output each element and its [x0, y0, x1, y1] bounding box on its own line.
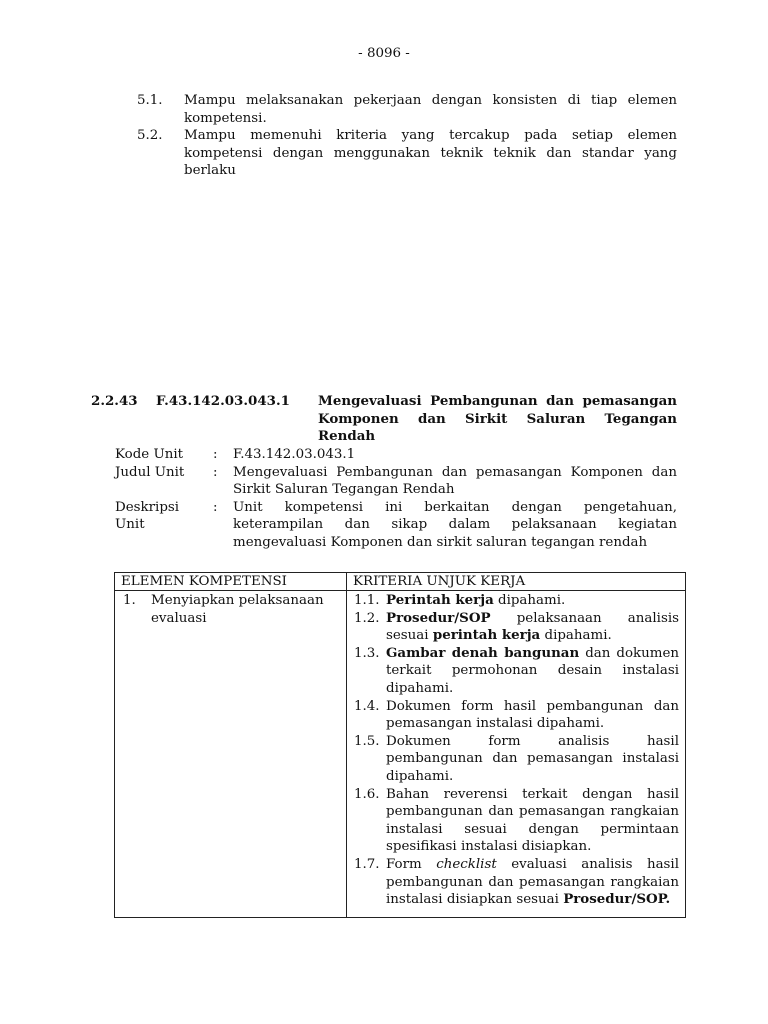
list-item: [354, 733, 679, 786]
kuk-number: 1.5.: [354, 733, 380, 749]
criteria-list: [137, 92, 677, 180]
bold-term: Prosedur/SOP: [386, 609, 491, 626]
bold-term: Prosedur/SOP.: [563, 891, 671, 908]
list-item: [354, 610, 679, 645]
colon: :: [213, 447, 218, 462]
criteria-text: Mampu memenuhi kriteria yang tercakup pada setiap elemen kompetensi dengan menggunakan teknik teknik dan standar yang berlaku: [184, 128, 677, 179]
table-row: [115, 591, 686, 918]
meta-row-judul: [115, 464, 677, 499]
kuk-text: Bahan reverensi terkait dengan hasil pembangunan dan pemasangan rangkaian instalasi sesuai dengan permintaan spesifikasi instalasi disiapkan.: [386, 786, 679, 855]
deskripsi-unit-value: Unit kompetensi ini berkaitan dengan pengetahuan, keterampilan dan sikap dalam pelaksanaan kegiatan mengevaluasi Komponen dan sirkit saluran tegangan rendah: [233, 499, 677, 550]
text-run: pelaksanaan analisis sesuai: [386, 610, 679, 644]
header-kriteria-unjuk-kerja: KRITERIA UNJUK KERJA: [347, 573, 686, 591]
section-heading: [91, 393, 677, 446]
list-item: [137, 92, 677, 127]
meta-row-deskripsi: [115, 499, 677, 552]
kuk-text: [386, 610, 679, 645]
list-item: [354, 645, 679, 698]
list-item: [354, 698, 679, 733]
header-elemen-kompetensi: ELEMEN KOMPETENSI: [115, 573, 347, 591]
list-item: [137, 127, 677, 180]
list-item: [354, 786, 679, 856]
page-number: - 8096 -: [358, 46, 410, 61]
list-item: [354, 856, 679, 909]
kuk-number: 1.4.: [354, 698, 380, 714]
kuk-text: [386, 645, 679, 698]
criteria-number: 5.1.: [137, 93, 163, 108]
kuk-text: [386, 856, 679, 909]
text-run: evaluasi analisis hasil pembangunan dan pemasangan rangkaian instalasi disiapkan sesuai: [386, 856, 679, 908]
competency-table: [114, 572, 686, 918]
kuk-number: 1.2.: [354, 610, 380, 626]
judul-unit-label: Judul Unit: [115, 464, 185, 480]
kode-unit-label: Kode Unit: [115, 447, 184, 462]
elemen-number: 1.: [123, 593, 136, 608]
text-run: dipahami.: [493, 593, 566, 608]
kuk-number: 1.6.: [354, 786, 380, 802]
text-run: Form: [386, 856, 437, 872]
deskripsi-label-line-2: Unit: [115, 517, 145, 533]
bold-term: Perintah kerja: [386, 592, 494, 608]
judul-unit-value: Mengevaluasi Pembangunan dan pemasangan Komponen dan Sirkit Saluran Tegangan Rendah: [233, 464, 677, 498]
elemen-text: Menyiapkan pelaksanaan evaluasi: [151, 593, 324, 626]
kuk-text: Dokumen form hasil pembangunan dan pemasangan instalasi dipahami.: [386, 698, 679, 732]
section-title: Mengevaluasi Pembangunan dan pemasangan Komponen dan Sirkit Saluran Tegangan Rendah: [318, 393, 677, 445]
kuk-text: [386, 592, 679, 610]
section-code: F.43.142.03.043.1: [156, 393, 290, 409]
kuk-text: Dokumen form analisis hasil pembangunan dan pemasangan instalasi dipahami.: [386, 733, 679, 784]
criteria-number: 5.2.: [137, 128, 163, 144]
criteria-text: Mampu melaksanakan pekerjaan dengan konsisten di tiap elemen kompetensi.: [184, 93, 677, 126]
kuk-number: 1.7.: [354, 856, 380, 872]
kuk-number: 1.1.: [354, 593, 380, 608]
meta-row-kode: [115, 446, 677, 464]
italic-term: checklist: [436, 856, 497, 872]
colon: :: [213, 499, 218, 515]
list-item: [354, 592, 679, 610]
text-run: dipahami.: [540, 628, 612, 644]
bold-term: perintah kerja: [432, 627, 541, 644]
list-item: [123, 592, 340, 627]
colon: :: [213, 464, 218, 480]
kuk-number: 1.3.: [354, 645, 380, 661]
kode-unit-value: F.43.142.03.043.1: [233, 447, 356, 462]
elemen-cell: [115, 591, 347, 918]
text-run: dan dokumen terkait permohonan desain instalasi dipahami.: [386, 645, 679, 696]
deskripsi-label-line-1: Deskripsi: [115, 499, 180, 515]
section-number: 2.2.43: [91, 393, 138, 409]
deskripsi-unit-label: [115, 499, 213, 552]
kriteria-cell: [347, 591, 686, 918]
unit-metadata: [115, 446, 677, 552]
table-header-row: [115, 573, 686, 591]
bold-term: Gambar denah bangunan: [386, 644, 580, 661]
